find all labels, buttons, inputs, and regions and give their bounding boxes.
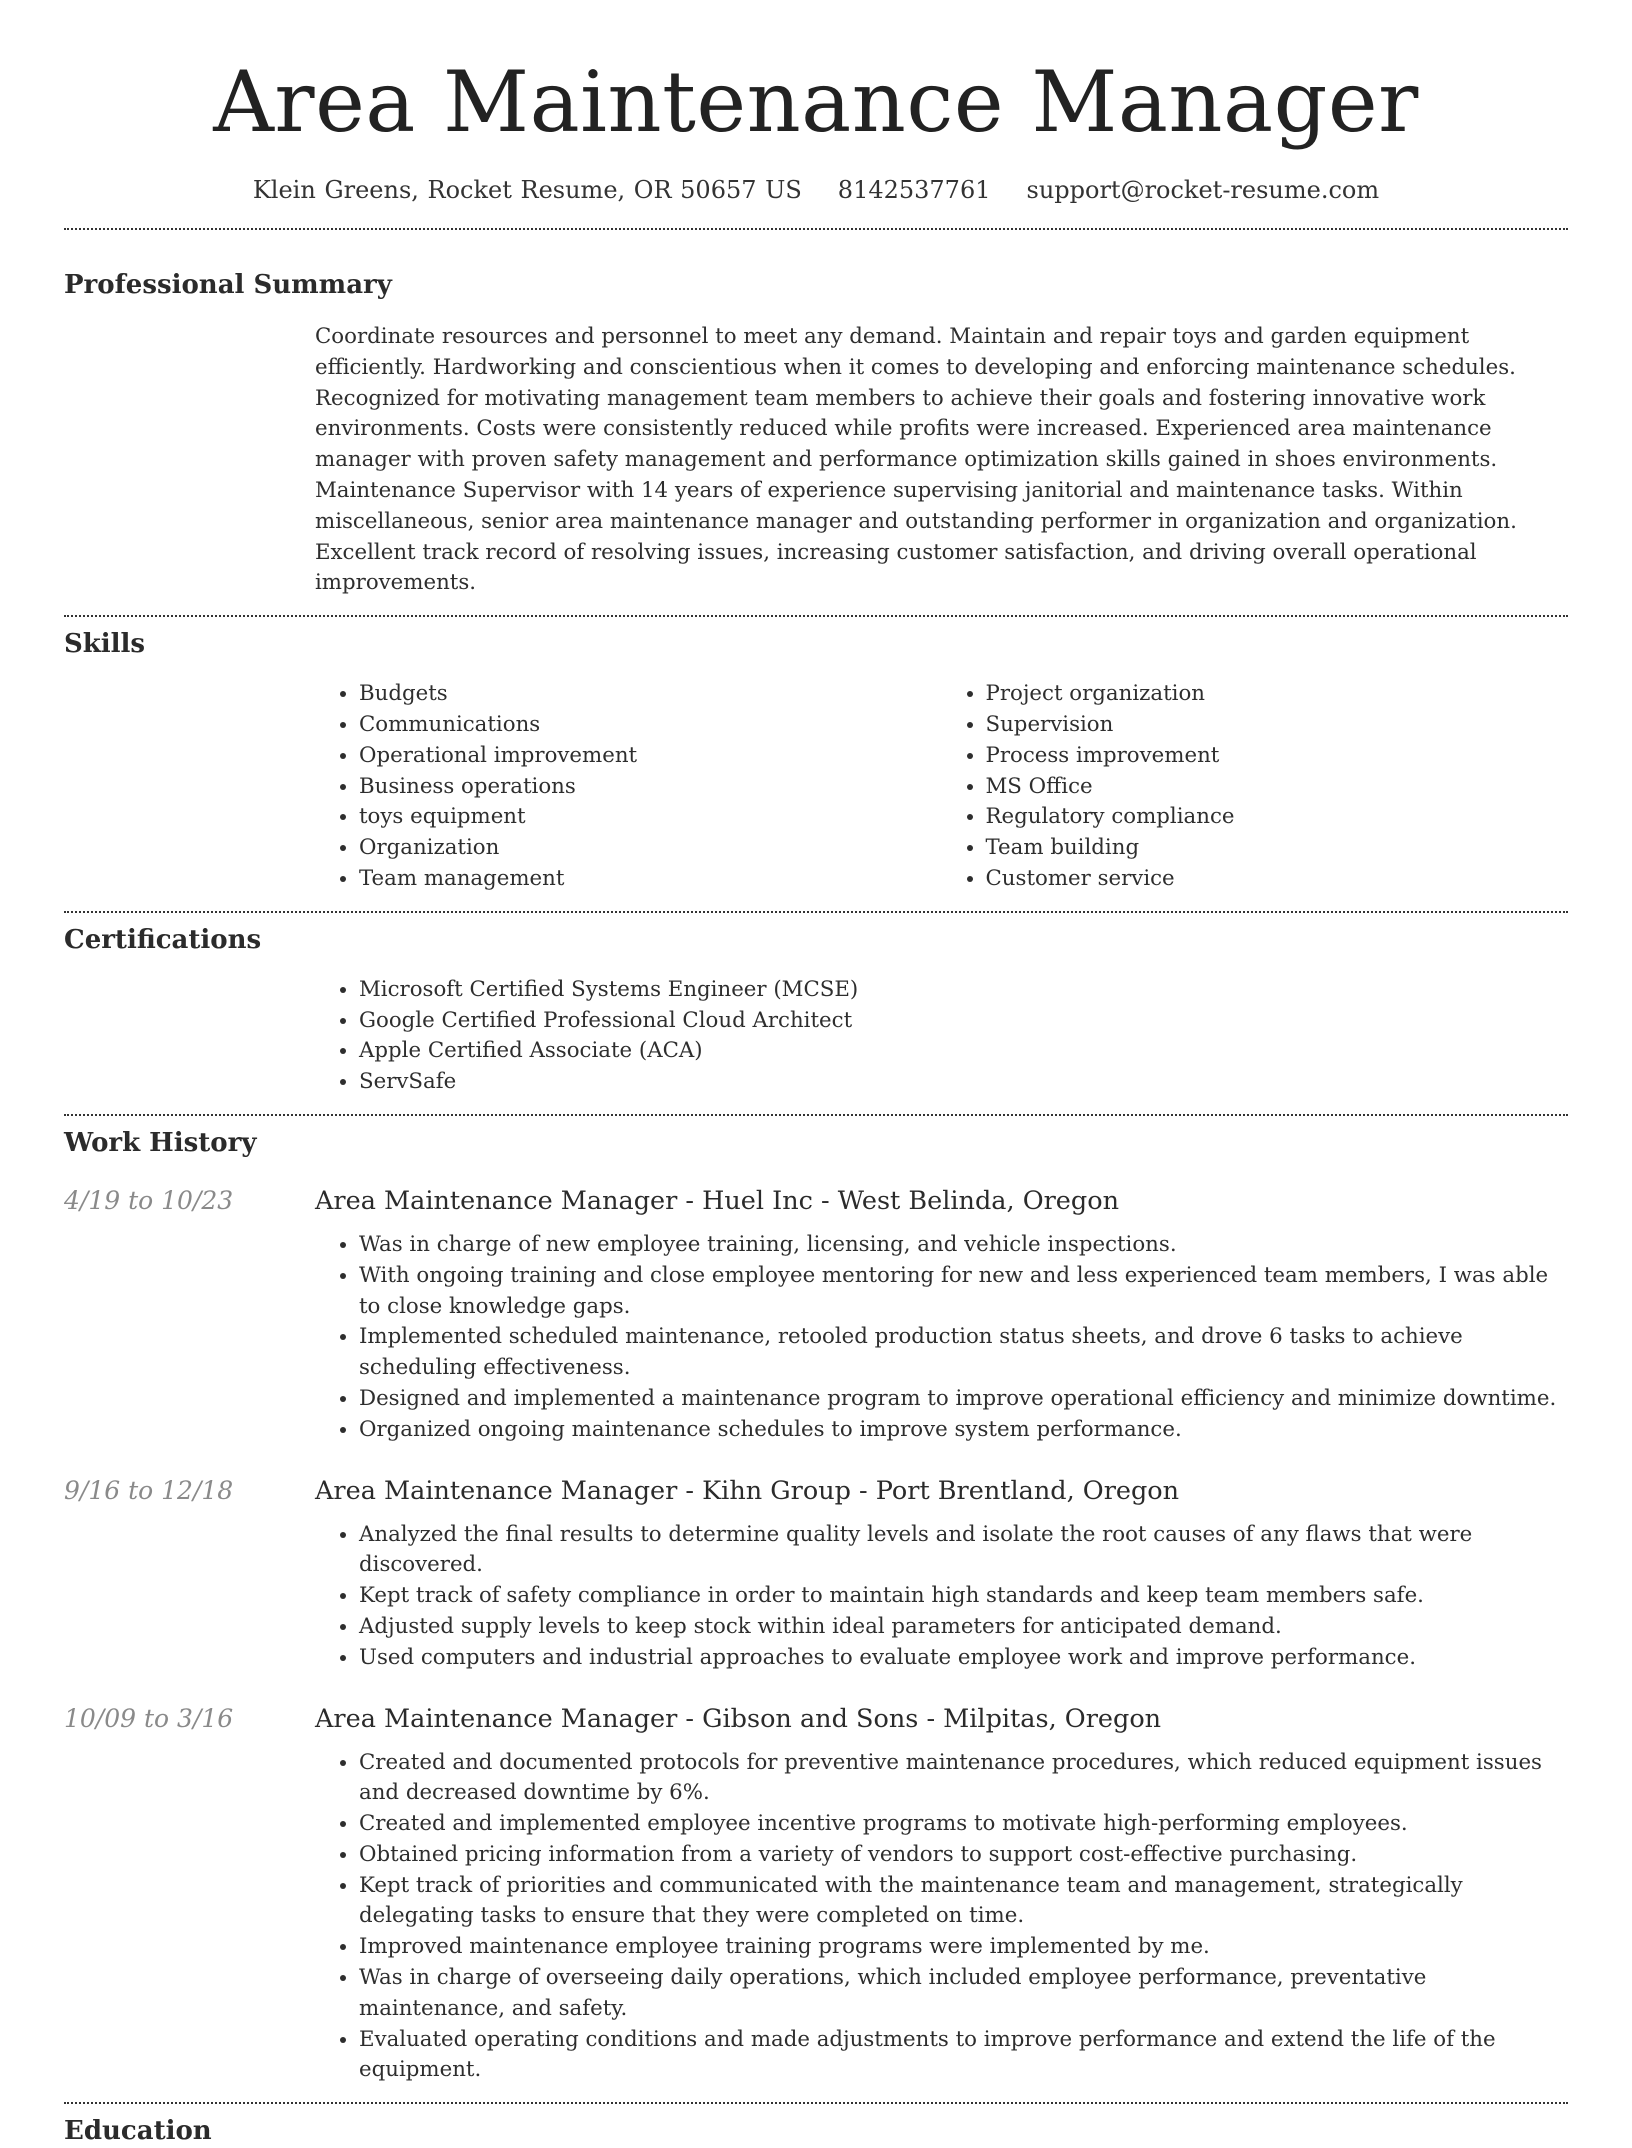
skills-list-left [315,679,942,895]
job-entry [64,1474,1568,1674]
contact-email: support@rocket-resume.com [1026,176,1380,204]
job-date: 10/09 to 3/16 [64,1703,234,1733]
section-title-work: Work History [64,1127,257,1158]
job-title: Area Maintenance Manager - Huel Inc - West Belinda, Oregon [315,1185,1119,1216]
contact-address: Klein Greens, Rocket Resume, OR 50657 US [252,176,802,204]
job-bullet: • Improved maintenance employee training programs were implemented by me. [359,1932,1568,1963]
skill-item: • Team building [986,833,1569,864]
job-bullet: • Evaluated operating conditions and made adjustments to improve performance and extend the life of the equipment. [359,2025,1568,2087]
skill-item: • Project organization [986,679,1569,710]
section-title-summary: Professional Summary [64,270,392,300]
section-education [64,2104,1568,2148]
skill-item: • Operational improvement [359,741,942,772]
job-bullet: • Used computers and industrial approaches to evaluate employee work and improve performance. [359,1643,1568,1674]
section-title-certifications: Certifications [64,924,262,955]
certification-item: • Apple Certified Associate (ACA) [359,1036,1568,1067]
summary-text: Coordinate resources and personnel to meet any demand. Maintain and repair toys and garden equipment efficiently. Hardworking and conscientious when it comes to developing and enforcing maintenance schedules. Recognized for motivating management team members to achieve their goals and fostering innovative work environments. Costs were consistently reduced while profits were increased. Experienced area maintenance manager with proven safety management and performance optimization skills gained in shoes environments. Maintenance Supervisor with 14 years of experience supervising janitorial and maintenance tasks. Within miscellaneous, senior area maintenance manager and outstanding performer in organization and organization. Excellent track record of resolving issues, increasing customer satisfaction, and driving overall operational improvements. [315,324,1517,596]
job-bullets [315,1520,1568,1674]
job-date: 9/16 to 12/18 [64,1475,234,1505]
job-bullet: • Created and documented protocols for preventive maintenance procedures, which reduced equipment issues and decreased downtime by 6%. [359,1748,1568,1810]
skills-list-right [942,679,1569,895]
skill-item: • Communications [359,710,942,741]
section-work-history [64,1116,1568,2086]
resume-page [64,0,1568,2148]
job-bullet: • Analyzed the final results to determine quality levels and isolate the root causes of any flaws that were discovered. [359,1520,1568,1582]
section-title-skills: Skills [64,629,146,660]
job-title: Area Maintenance Manager - Kihn Group - Port Brentland, Oregon [315,1475,1180,1506]
section-title-education: Education [64,2116,212,2147]
skill-item: • Customer service [986,864,1569,895]
certifications-list [315,975,1568,1098]
skill-item: • Business operations [359,772,942,803]
skill-item: • Organization [359,833,942,864]
contact-phone: 8142537761 [837,176,991,204]
job-bullet: • Obtained pricing information from a variety of vendors to support cost-effective purchasing. [359,1840,1568,1871]
candidate-name: Area Maintenance Manager [213,53,1419,151]
certification-item: • Microsoft Certified Systems Engineer (MCSE) [359,975,1568,1006]
skill-item: • Budgets [359,679,942,710]
contact-line [64,174,1568,206]
certification-item: • ServSafe [359,1067,1568,1098]
job-bullet: • Kept track of safety compliance in order to maintain high standards and keep team members safe. [359,1581,1568,1612]
job-title: Area Maintenance Manager - Gibson and Sons - Milpitas, Oregon [315,1703,1162,1734]
job-bullet: • Organized ongoing maintenance schedules to improve system performance. [359,1415,1568,1446]
job-bullet: • Designed and implemented a maintenance program to improve operational efficiency and minimize downtime. [359,1384,1568,1415]
skill-item: • MS Office [986,772,1569,803]
job-bullet: • Created and implemented employee incentive programs to motivate high-performing employees. [359,1809,1568,1840]
job-bullet: • Kept track of priorities and communicated with the maintenance team and management, strategically delegating tasks to ensure that they were completed on time. [359,1871,1568,1933]
skill-item: • toys equipment [359,802,942,833]
skill-item: • Regulatory compliance [986,802,1569,833]
job-bullet: • Was in charge of overseeing daily operations, which included employee performance, preventative maintenance, and safety. [359,1963,1568,2025]
job-entry [64,1702,1568,2087]
job-bullet: • Adjusted supply levels to keep stock within ideal parameters for anticipated demand. [359,1612,1568,1643]
skill-item: • Supervision [986,710,1569,741]
job-entry [64,1184,1568,1446]
section-skills [64,617,1568,895]
section-certifications [64,913,1568,1098]
section-summary [64,230,1568,599]
skill-item: • Team management [359,864,942,895]
job-bullet: • Was in charge of new employee training, licensing, and vehicle inspections. [359,1230,1568,1261]
job-date: 4/19 to 10/23 [64,1185,234,1215]
certification-item: • Google Certified Professional Cloud Architect [359,1006,1568,1037]
skill-item: • Process improvement [986,741,1569,772]
job-bullet: • With ongoing training and close employee mentoring for new and less experienced team members, I was able to close knowledge gaps. [359,1261,1568,1323]
job-bullets [315,1230,1568,1446]
job-bullet: • Implemented scheduled maintenance, retooled production status sheets, and drove 6 tasks to achieve scheduling effectiveness. [359,1322,1568,1384]
job-bullets [315,1748,1568,2087]
